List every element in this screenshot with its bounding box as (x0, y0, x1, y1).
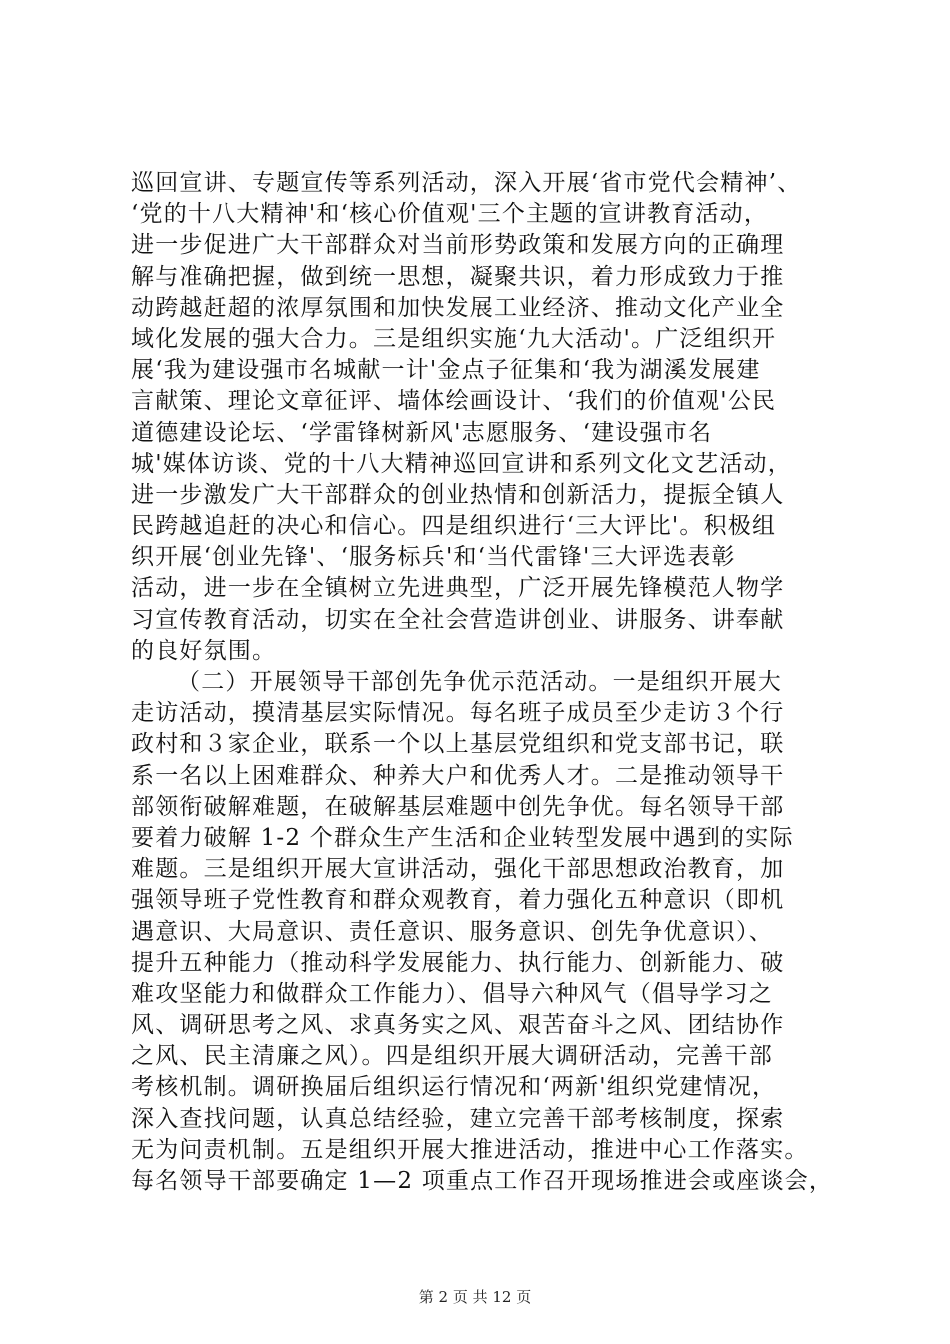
text-line: 系一名以上困难群众、种养大户和优秀人才。二是推动领导干 (131, 762, 785, 789)
text-line: 要着力破解 1-2 个群众生产生活和企业转型发展中遇到的实际 (131, 824, 794, 851)
text-line: 域化发展的强大合力。三是组织实施‘九大活动'。广泛组织开 (131, 325, 777, 352)
text-line: 风、调研思考之风、求真务实之风、艰苦奋斗之风、团结协作 (131, 1012, 785, 1039)
text-line: 难题。三是组织开展大宣讲活动，强化干部思想政治教育，加 (131, 856, 785, 883)
text-line: 言献策、理论文章征评、墙体绘画设计、‘我们的价值观'公民 (131, 388, 777, 415)
text-line: 部领衔破解难题，在破解基层难题中创先争优。每名领导干部 (131, 793, 785, 820)
text-line: 遇意识、大局意识、责任意识、服务意识、创先争优意识）、 (131, 918, 773, 945)
text-line: 活动，进一步在全镇树立先进典型，广泛开展先锋模范人物学 (131, 575, 785, 602)
text-line: 考核机制。调研换届后组织运行情况和‘两新'组织党建情况， (131, 1074, 777, 1101)
text-line: 每名领导干部要确定 1—2 项重点工作召开现场推进会或座谈会， (131, 1168, 834, 1194)
text-line: 城'媒体访谈、党的十八大精神巡回宣讲和系列文化文艺活动， (131, 450, 792, 477)
document-body (131, 168, 834, 1197)
text-line: 进一步激发广大干部群众的创业热情和创新活力，提振全镇人 (131, 481, 785, 508)
text-line: 无为问责机制。五是组织开展大推进活动，推进中心工作落实。 (131, 1136, 809, 1163)
page-number-footer: 第 2 页 共 12 页 (418, 1288, 532, 1306)
text-line: 难攻坚能力和做群众工作能力）、倡导六种风气（倡导学习之 (131, 980, 773, 1007)
text-line: 提升五种能力（推动科学发展能力、执行能力、创新能力、破 (131, 949, 785, 976)
text-line: 展‘我为建设强市名城献一计'金点子征集和‘我为湖溪发展建 (131, 357, 761, 384)
text-line: 之风、民主清廉之风）。四是组织开展大调研活动，完善干部 (131, 1043, 773, 1070)
text-line: 解与准确把握，做到统一思想，凝聚共识，着力形成致力于推 (131, 263, 785, 290)
text-line: ‘党的十八大精神'和‘核心价值观'三个主题的宣讲教育活动， (131, 201, 769, 228)
text-line: 走访活动，摸清基层实际情况。每名班子成员至少走访３个行 (131, 700, 785, 727)
text-line: 织开展‘创业先锋'、‘服务标兵'和‘当代雷锋'三大评选表彰 (131, 544, 736, 571)
text-line: 的良好氛围。 (131, 637, 277, 664)
paragraph-start-line: （二）开展领导干部创先争优示范活动。一是组织开展大 (177, 669, 782, 695)
text-line: 政村和３家企业，联系一个以上基层党组织和党支部书记，联 (131, 731, 785, 758)
text-line: 深入查找问题，认真总结经验，建立完善干部考核制度，探索 (131, 1105, 785, 1132)
text-line: 习宣传教育活动，切实在全社会营造讲创业、讲服务、讲奉献 (131, 606, 785, 633)
text-line: 强领导班子党性教育和群众观教育，着力强化五种意识（即机 (131, 887, 785, 914)
text-line: 进一步促进广大干部群众对当前形势政策和发展方向的正确理 (131, 232, 785, 259)
text-line: 动跨越赶超的浓厚氛围和加快发展工业经济、推动文化产业全 (131, 294, 785, 321)
text-line: 巡回宣讲、专题宣传等系列活动，深入开展‘省市党代会精神’、 (131, 170, 802, 196)
text-line: 道德建设论坛、‘学雷锋树新风'志愿服务、‘建设强市名 (131, 419, 713, 446)
text-line: 民跨越追赶的决心和信心。四是组织进行‘三大评比'。积极组 (131, 513, 777, 540)
